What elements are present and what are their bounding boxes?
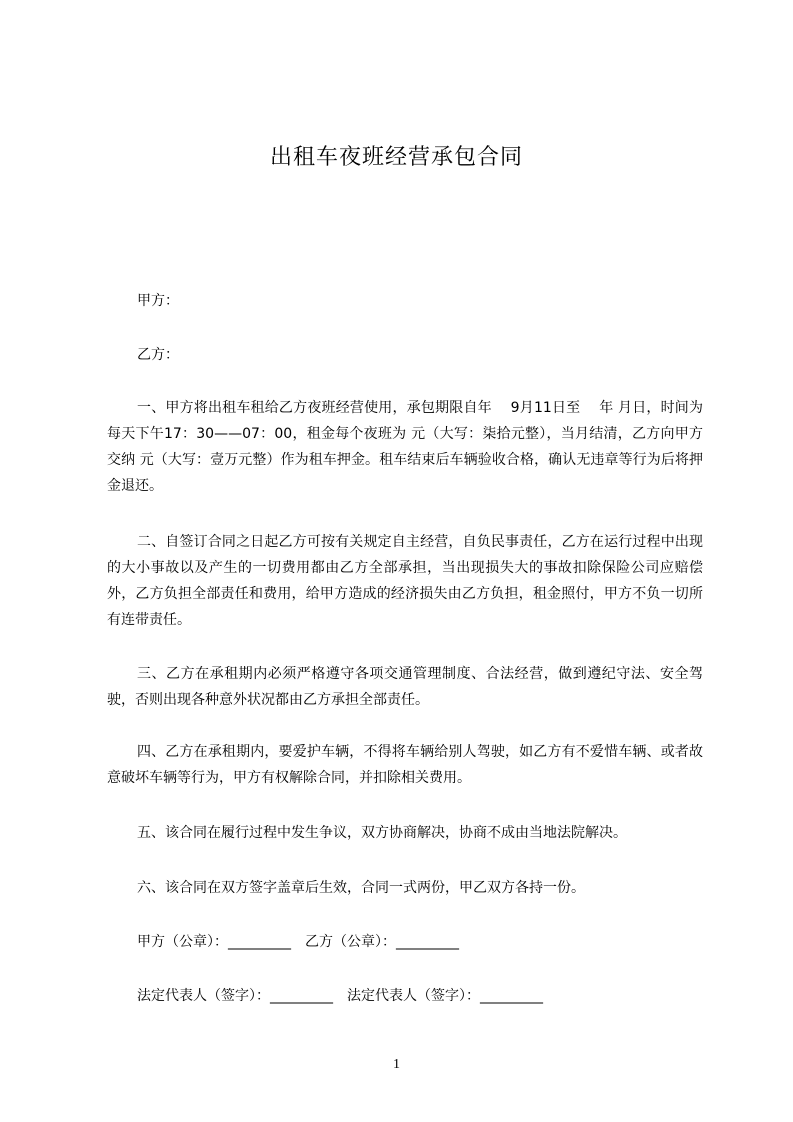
clause-6: 六、该合同在双方签字盖章后生效，合同一式两份，甲乙双方各持一份。	[137, 880, 585, 896]
representative-signature-line: 法定代表人（签字）：_________ 法定代表人（签字）：_________	[137, 988, 543, 1004]
clause-3: 三、乙方在承租期内必须严格遵守各项交通管理制度、合法经营，做到遵纪守法、安全驾驶，否则出现各种意外状况都由乙方承担全部责任。	[107, 666, 703, 708]
clause-1: 一、甲方将出租车租给乙方夜班经营使用，承包期限自年 9月11日至 年 月日，时间为每天下午17：30——07：00，租金每个夜班为 元（大写：柒拾元整），当月结清，乙方向甲方交纳 元（大写：壹万元整）作为租车押金。租车结束后车辆验收合格，确认无违章等行为后将押金退还。	[107, 400, 703, 494]
page-number: 1	[393, 1057, 400, 1072]
party-a-label: 甲方：	[137, 293, 179, 309]
clause-5: 五、该合同在履行过程中发生争议，双方协商解决，协商不成由当地法院解决。	[137, 825, 627, 841]
clause-4: 四、乙方在承租期内，要爱护车辆，不得将车辆给别人驾驶，如乙方有不爱惜车辆、或者故意破坏车辆等行为，甲方有权解除合同，并扣除相关费用。	[107, 744, 703, 786]
clause-2: 二、自签订合同之日起乙方可按有关规定自主经营，自负民事责任，乙方在运行过程中出现的大小事故以及产生的一切费用都由乙方全部承担，当出现损失大的事故扣除保险公司应赔偿外，乙方负担全部责任和费用，给甲方造成的经济损失由乙方负担，租金照付，甲方不负一切所有连带责任。	[107, 534, 703, 628]
contract-title: 出租车夜班经营承包合同	[269, 145, 523, 170]
seal-signature-line: 甲方（公章）：_________ 乙方（公章）：_________	[137, 934, 459, 950]
party-b-label: 乙方：	[137, 347, 179, 363]
